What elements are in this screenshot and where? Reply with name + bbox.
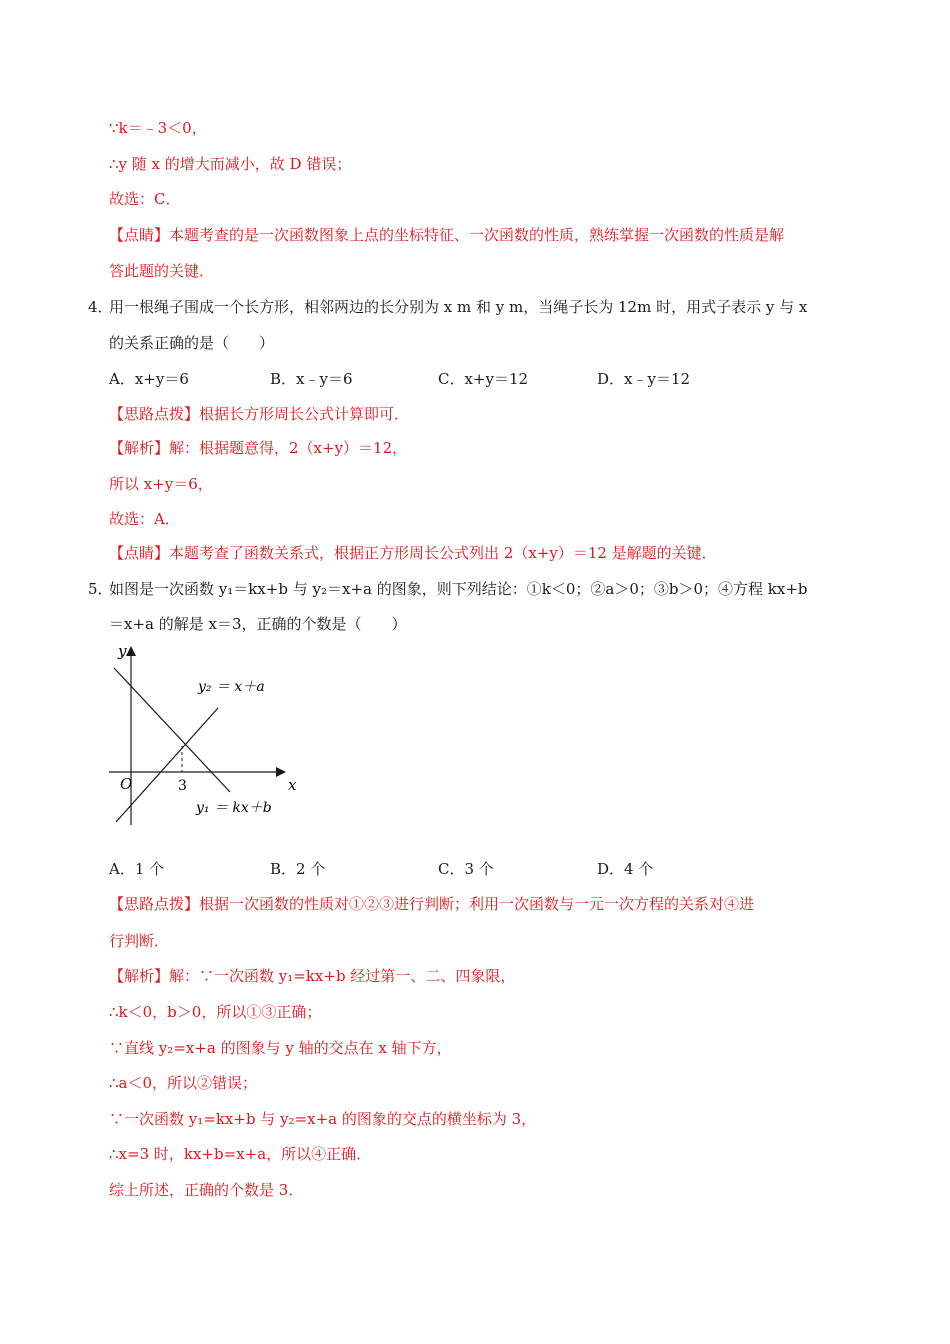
question-5-number: 5． [88,580,113,598]
question-5-option-b: B．2 个 [270,860,326,878]
question-4-hint: 【思路点拨】根据长方形周长公式计算即可． [109,405,410,423]
y-axis-arrow [126,646,136,656]
question-4-option-d: D．x﹣y＝12 [597,370,691,388]
answer-line-2: ∴y 随 x 的增大而减小，故 D 错误； [109,155,352,173]
function-graph [104,640,304,830]
question-5-option-a: A．1 个 [109,860,165,878]
question-4-choice: 故选：A． [109,510,180,528]
comment-line-2: 答此题的关键． [109,262,215,280]
question-5-option-c: C．3 个 [438,860,494,878]
question-4-option-b: B．x﹣y＝6 [270,370,353,388]
question-5-solution-1: 【解析】解：∵一次函数 y₁=kx+b 经过第一、二、四象限， [109,967,516,985]
question-4-option-a: A．x+y＝6 [109,370,189,388]
question-4-step: 所以 x+y＝6， [109,475,213,493]
label-y2: y₂ ＝ x＋a [198,679,265,695]
question-4-option-c: C．x+y＝12 [438,370,529,388]
label-y1: y₁ ＝ kx＋b [196,800,272,816]
question-5-hint-2: 行判断． [109,932,170,950]
question-5-solution-5: ∵一次函数 y₁=kx+b 与 y₂=x+a 的图象的交点的横坐标为 3， [109,1110,537,1128]
question-5-hint-1: 【思路点拨】根据一次函数的性质对①②③进行判断；利用一次函数与一元一次方程的关系对④进 [109,895,755,913]
question-4-analysis: 【解析】解：根据题意得，2（x+y）＝12， [109,439,408,457]
question-5-solution-6: ∴x=3 时，kx+b=x+a，所以④正确． [109,1145,372,1163]
y-axis-label: y [118,642,127,660]
answer-line-3: 故选：C． [109,190,181,208]
origin-label: O [120,775,133,793]
question-5-solution-3: ∵直线 y₂=x+a 的图象与 y 轴的交点在 x 轴下方， [109,1039,452,1057]
question-5-option-d: D．4 个 [597,860,654,878]
answer-line-1: ∵k＝﹣3＜0， [109,119,207,137]
x-axis-arrow [276,767,286,777]
question-5-solution-7: 综上所述，正确的个数是 3． [109,1181,304,1199]
tick-label-3: 3 [178,778,187,794]
question-5-stem-2: ＝x+a 的解是 x＝3，正确的个数是（ ） [109,615,407,633]
question-4-number: 4． [88,298,113,316]
comment-line-1: 【点睛】本题考查的是一次函数图象上点的坐标特征、一次函数的性质，熟练掌握一次函数的性质是解 [109,226,785,244]
question-5-stem-1: 如图是一次函数 y₁＝kx+b 与 y₂＝x+a 的图象，则下列结论：①k＜0；②a＞0；③b＞0；④方程 kx+b [109,580,808,598]
x-axis-label: x [288,776,297,794]
question-4-stem-2: 的关系正确的是（ ） [109,334,275,352]
question-5-solution-2: ∴k＜0，b＞0，所以①③正确； [109,1003,322,1021]
question-4-stem-1: 用一根绳子围成一个长方形，相邻两边的长分别为 x m 和 y m，当绳子长为 12m 时，用式子表示 y 与 x [109,298,808,316]
question-5-solution-4: ∴a＜0，所以②错误； [109,1074,258,1092]
question-4-comment: 【点睛】本题考查了函数关系式，根据正方形周长公式列出 2（x+y）＝12 是解题的关键． [109,544,717,562]
